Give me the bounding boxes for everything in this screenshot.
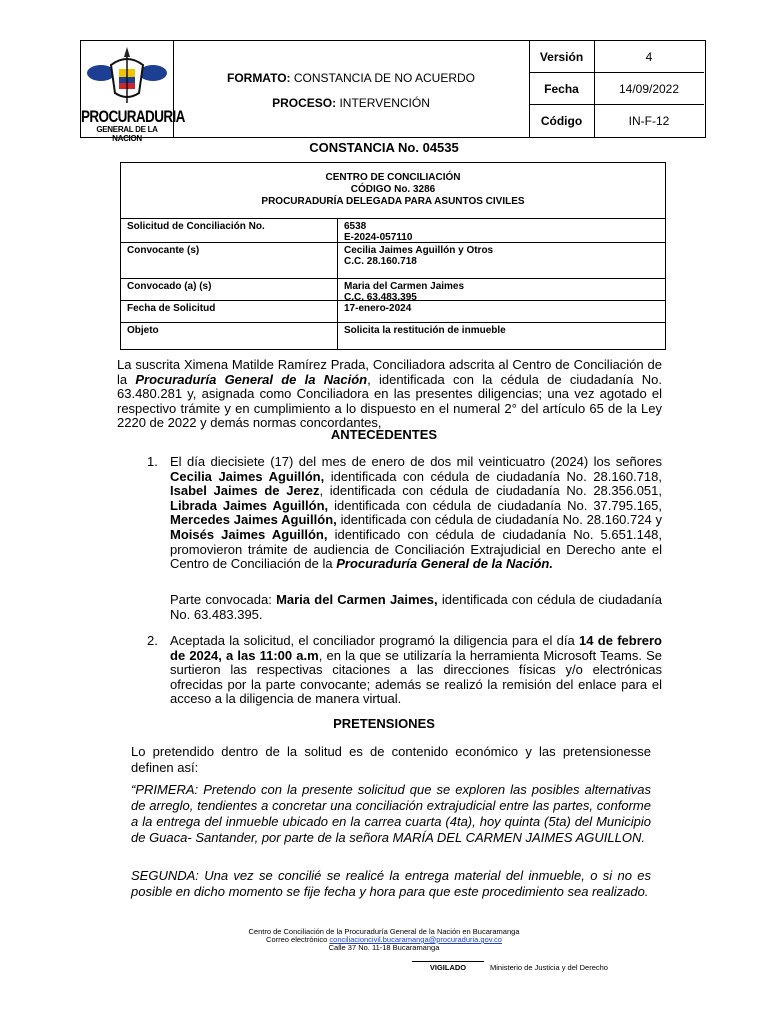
table-row	[121, 323, 665, 349]
row-value: 17-enero-2024	[344, 303, 412, 314]
row-value-line: E-2024-057110	[344, 232, 413, 243]
process-label: PROCESO:	[272, 96, 337, 110]
list-number: 2.	[147, 633, 158, 648]
process-value: INTERVENCIÓN	[339, 96, 430, 110]
item-text: Parte convocada:	[170, 592, 277, 607]
table-row	[121, 301, 665, 323]
table-row	[121, 243, 665, 279]
footer-line-1: Centro de Conciliación de la Procuraduría General de la Nación en Bucaramanga	[248, 927, 520, 936]
ministry-label: Ministerio de Justicia y del Derecho	[490, 963, 608, 972]
code-row	[529, 105, 704, 137]
row-value-line: Maria del Carmen Jaimes	[344, 281, 465, 292]
row-value-line: C.C. 63.483.395	[344, 292, 417, 303]
table-row	[121, 219, 665, 243]
date-value: 14/09/2022	[618, 81, 680, 96]
row-value-line: C.C. 28.160.718	[344, 256, 417, 267]
document-title: CONSTANCIA No. 04535	[309, 140, 459, 155]
process-line	[173, 96, 529, 110]
institution-name: Procuraduría General de la Nación	[135, 371, 368, 387]
institution-name: Procuraduría General de la Nación.	[336, 556, 553, 572]
person-name: Librada Jaimes Aguillón,	[170, 497, 329, 513]
version-row	[529, 41, 704, 73]
format-value: CONSTANCIA DE NO ACUERDO	[293, 71, 476, 85]
item-text: El día diecisiete (17) del mes de enero de dos mil veinticuatro (2024) los señores	[170, 454, 662, 469]
person-name: Mercedes Jaimes Aguillón,	[170, 512, 337, 528]
row-value	[344, 245, 493, 267]
person-name: Isabel Jaimes de Jerez	[170, 483, 320, 499]
format-label: FORMATO:	[226, 71, 291, 85]
row-label: Convocante (s)	[127, 245, 200, 256]
email-label: Correo electrónico	[266, 935, 330, 944]
footer-divider	[412, 961, 484, 962]
code-value: IN-F-12	[628, 114, 670, 128]
row-label: Objeto	[127, 325, 159, 336]
row-value	[344, 221, 412, 243]
date-label: Fecha	[529, 73, 595, 104]
list-number: 1.	[147, 454, 158, 469]
antecedentes-heading: ANTECEDENTES	[330, 427, 438, 442]
row-value: Solicita la restitución de inmueble	[344, 325, 506, 336]
info-table-header	[121, 163, 665, 219]
item-text: identificada con cédula de ciudadanía No. 28.160.718,	[324, 468, 662, 484]
contact-email-link[interactable]: conciliacioncivil.bucaramanga@procuraduria.gov.co	[329, 935, 502, 944]
intro-text: , identificada con la cédula de ciudadanía No. 63.480.281 y, asignada como Conciliadora en las presentes diligencias; una vez agotado el respectivo trámite y en cumplimiento a lo dispuesto en el numeral 2° del artículo 65 de la Ley 2220 de 2022 y demás normas concordantes,	[117, 371, 662, 431]
date-row	[529, 73, 704, 105]
meta-cell	[529, 41, 704, 137]
item-text: identificada con cédula de ciudadanía No. 37.795.165,	[328, 497, 662, 513]
center-code: CÓDIGO No. 3286	[350, 184, 436, 195]
item-text: Aceptada la solicitud, el conciliador programó la diligencia para el día	[170, 633, 580, 648]
person-name: Cecilia Jaimes Aguillón,	[170, 468, 325, 484]
row-value-line: 6538	[344, 221, 367, 232]
vigilado-label: VIGILADO	[429, 963, 467, 972]
pretensiones-intro: Lo pretendido dentro de la solitud es de contenido económico y las pretensionesse definen así:	[131, 744, 651, 775]
version-value: 4	[645, 49, 653, 64]
pretensiones-heading: PRETENSIONES	[333, 716, 435, 731]
parte-convocada	[170, 593, 662, 622]
person-name: Maria del Carmen Jaimes,	[276, 592, 438, 607]
item-text: identificada con cédula de ciudadanía No. 28.160.724 y	[336, 512, 663, 528]
hearing-date: 14 de febrero de 2024, a las 11:00 a.m	[170, 633, 662, 663]
list-item	[170, 455, 662, 572]
list-item	[170, 634, 662, 707]
pretension-segunda: SEGUNDA: Una vez se concilié se realicé la entrega material del inmueble, o si no es posible en dicho momento se fije fecha y hora para que este procedimiento sea realizado.	[131, 868, 651, 899]
row-value-line: Cecilia Jaimes Aguillón y Otros	[344, 245, 494, 256]
pretension-primera: “PRIMERA: Pretendo con la presente solicitud que se exploren las posibles alternativas de arreglo, tendientes a concretar una conciliación extrajudicial entre las partes, conforme a la entrega del inmueble ubicado en la carrea cuarta (4ta), hoy quinta (5ta) del Municipio de Guaca- Santander, por parte de la señora MARÍA DEL CARMEN JAIMES AGUILLON.	[131, 782, 651, 845]
table-row	[121, 279, 665, 301]
item-text: , identificada con cédula de ciudadanía No. 28.356.051,	[319, 483, 662, 499]
version-label: Versión	[529, 41, 595, 72]
procuraduria-logo-icon	[81, 43, 173, 113]
row-label: Fecha de Solicitud	[127, 303, 216, 314]
logo-text-main: PROCURADURIA	[81, 107, 185, 126]
center-name: CENTRO DE CONCILIACIÓN	[325, 172, 461, 183]
format-cell	[173, 41, 530, 137]
row-value	[344, 281, 464, 303]
item-text: identificado con cédula de ciudadanía No. 5.651.148, promovieron trámite de audiencia de Conciliación Extrajudicial en Derecho ante el Centro de Conciliación de la	[170, 526, 662, 572]
code-label: Código	[529, 105, 595, 137]
format-line	[173, 71, 529, 85]
footer-line-3: Calle 37 No. 11-18 Bucaramanga	[328, 943, 440, 952]
intro-paragraph	[117, 358, 662, 431]
row-label: Solicitud de Conciliación No.	[127, 221, 265, 232]
logo-text-sub: GENERAL DE LA NACION	[96, 125, 158, 143]
intro-text: La suscrita Ximena Matilde Ramírez Prada, Conciliadora adscrita al Centro de Conciliación de la	[117, 357, 662, 387]
person-name: Moisés Jaimes Aguillón,	[170, 526, 328, 542]
info-table	[120, 162, 666, 350]
center-delegate: PROCURADURÍA DELEGADA PARA ASUNTOS CIVILES	[261, 196, 525, 207]
document-header	[80, 40, 706, 143]
item-text: identificada con cédula de ciudadanía No. 63.483.395.	[170, 592, 662, 622]
item-text: , en la que se utilizaría la herramienta Microsoft Teams. Se surtieron las respectivas citaciones a las direcciones físicas y/o electrónicas ofrecidas por la parte convocante; además se realizó la remisión del enlace para el acceso a la diligencia de manera virtual.	[170, 647, 663, 707]
row-label: Convocado (a) (s)	[127, 281, 212, 292]
logo-cell	[81, 41, 185, 143]
